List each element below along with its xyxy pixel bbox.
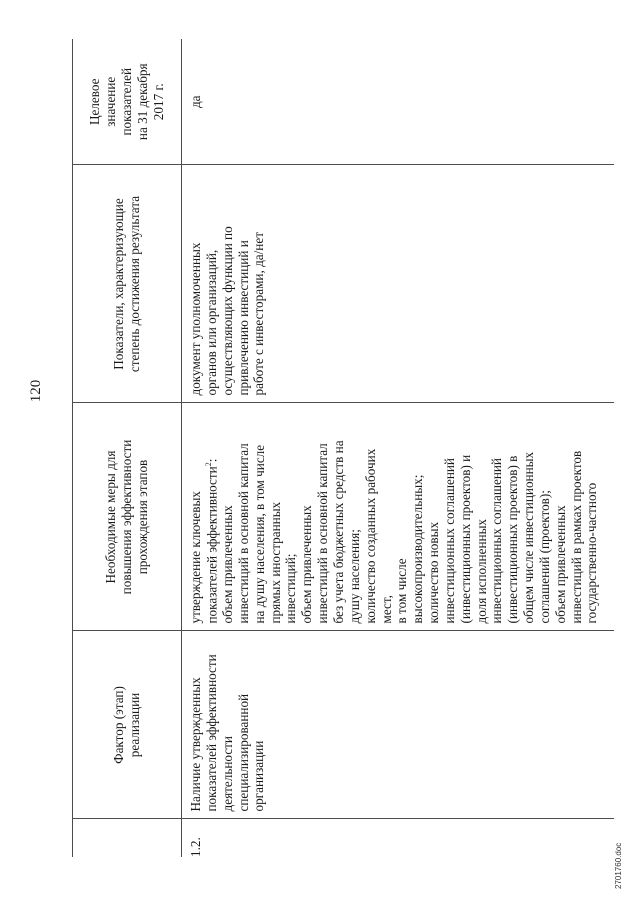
header-factor: Фактор (этап) реализации bbox=[73, 631, 182, 819]
indicators-cell: документ уполномоченных органов или организаций, осуществляющих функции по привлечению инвестиций и работе с инвесторами, да/нет bbox=[182, 165, 615, 403]
table-row bbox=[182, 39, 615, 857]
factor-cell: Наличие утвержденных показателей эффективности деятельности специализированной организации bbox=[182, 631, 615, 819]
header-target: Целевое значение показателей на 31 декабря 2017 г. bbox=[73, 39, 182, 165]
page-number: 120 bbox=[28, 379, 44, 403]
header-number bbox=[73, 819, 182, 857]
target-value-cell: да bbox=[182, 39, 615, 165]
row-number: 1.2. bbox=[182, 819, 615, 857]
measures-cell: утверждение ключевых показателей эффективности$^2$: объем привлеченных инвестиций в основной капитал на душу населения, в том числе прямых иностранных инвестиций; объем привлеченных инвестиций в основной капитал без учета бюджетных средств на душу населения; количество созданных рабочих мест, в том числе высокопроизводительных; количество новых инвестиционных соглашений (инвестиционных проектов) и доля исполненных инвестиционных соглашений (инвестиционных проектов) в общем числе инвестиционных соглашений (проектов); объем привлеченных инвестиций в рамках проектов государственно-частного bbox=[182, 403, 615, 631]
document-filename: 2701760.doc bbox=[614, 842, 623, 889]
header-indicators: Показатели, характеризующие степень достижения результата bbox=[73, 165, 182, 403]
header-measures: Необходимые меры для повышения эффективности прохождения этапов bbox=[73, 403, 182, 631]
measures-table bbox=[72, 39, 614, 857]
table-header-row bbox=[73, 39, 182, 857]
footnote-marker: 2 bbox=[203, 462, 213, 467]
